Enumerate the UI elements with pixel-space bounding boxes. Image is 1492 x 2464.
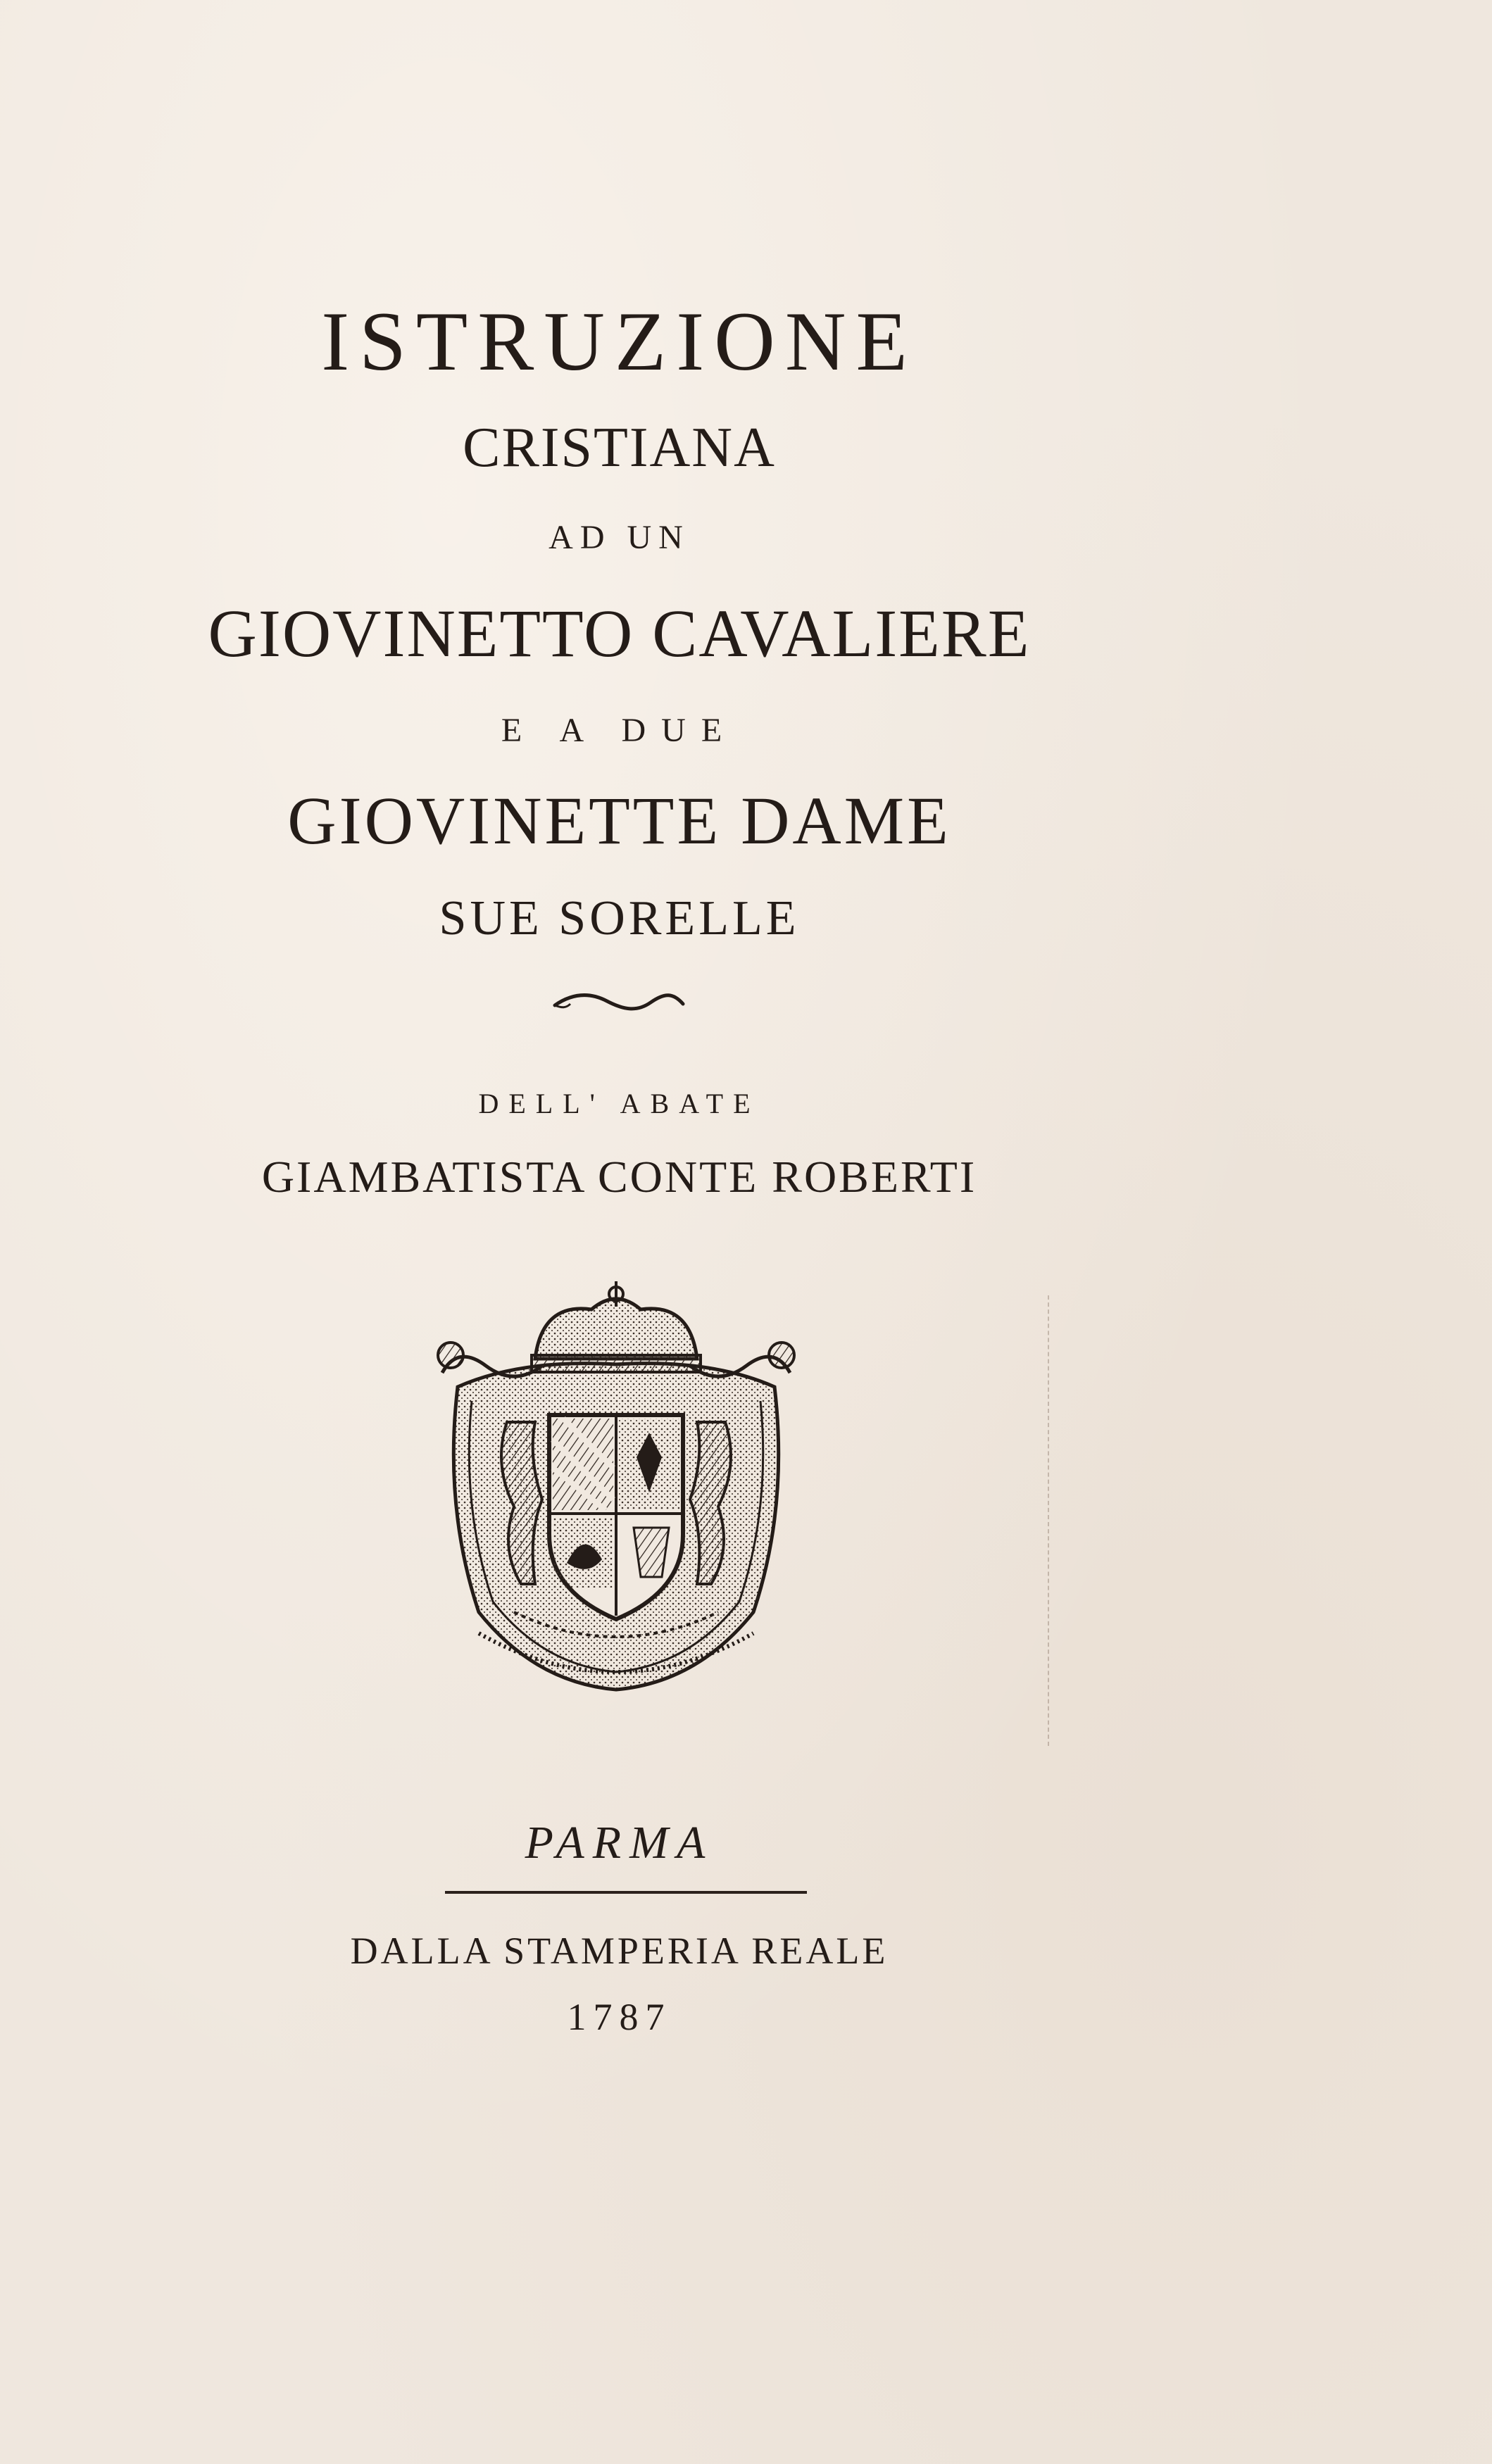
imprint-year: 1787 [567,1996,672,2038]
subtitle-line-2: AD UN [548,519,690,556]
byline: DELL' ABATE [478,1088,760,1119]
subtitle-line-4: E A DUE [501,712,738,749]
coat-of-arms-icon [430,1281,803,1704]
author-name: GIAMBATISTA CONTE ROBERTI [261,1152,977,1202]
subtitle-line-5: GIOVINETTE DAME [287,783,951,858]
imprint-city: PARMA [525,1817,714,1868]
book-title: ISTRUZIONE [321,294,917,388]
ornament-flourish-icon [552,987,686,1015]
imprint-rule [445,1891,807,1894]
subtitle-line-1: CRISTIANA [463,417,776,479]
subtitle-line-6: SUE SORELLE [439,891,800,945]
imprint-printer: DALLA STAMPERIA REALE [350,1930,889,1972]
subtitle-line-3: GIOVINETTO CAVALIERE [208,596,1031,671]
plate-mark [1048,1295,1049,1746]
